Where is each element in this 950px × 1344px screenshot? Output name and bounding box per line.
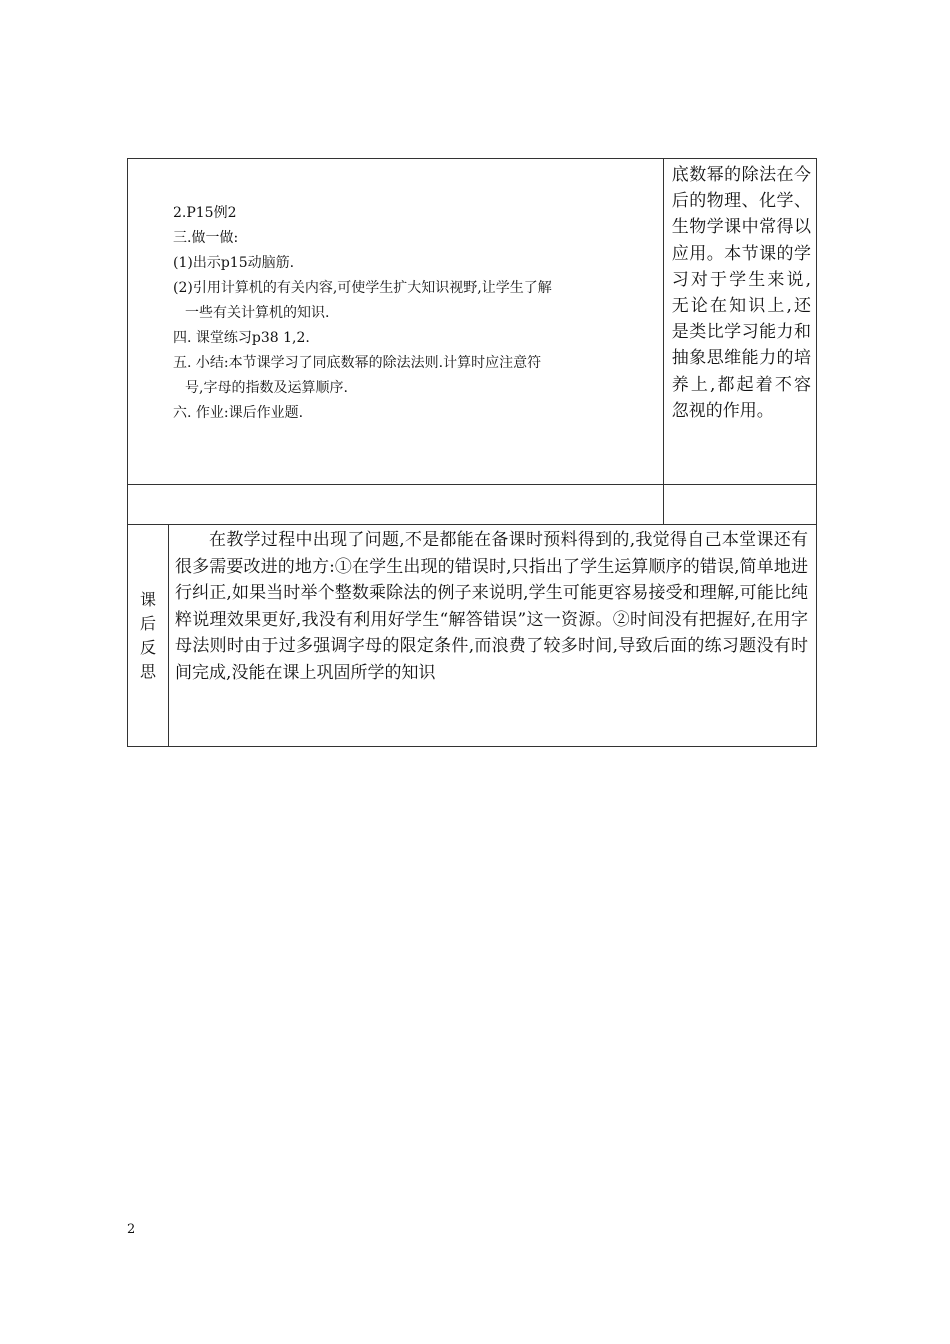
reflection-label-char: 思: [140, 661, 157, 681]
reflection-text-cell: [169, 525, 817, 747]
line-example: 2.P15例2: [173, 205, 237, 221]
line-computer: (2)引用计算机的有关内容,可使学生扩大知识视野,让学生了解: [173, 280, 552, 296]
line-computer-cont: 一些有关计算机的知识.: [185, 305, 330, 321]
reflection-row: [128, 525, 817, 747]
reflection-label-char: 反: [140, 637, 157, 657]
side-note-cell: [663, 159, 816, 485]
empty-cell-side: [663, 485, 816, 525]
line-summary: 五. 小结:本节课学习了同底数幂的除法法则.计算时应注意符: [173, 355, 542, 371]
line-practice: 四. 课堂练习p38 1,2.: [173, 330, 310, 346]
empty-cell-main: [128, 485, 664, 525]
empty-row: [128, 485, 817, 525]
content-row: [128, 159, 817, 485]
line-homework: 六. 作业:课后作业题.: [173, 405, 304, 421]
line-summary-cont: 号,字母的指数及运算顺序.: [185, 380, 348, 396]
reflection-label-char: 后: [140, 613, 157, 633]
reflection-label-cell: [128, 525, 169, 747]
side-note-text: 底数幂的除法在今后的物理、化学、生物学课中常得以应用。本节课的学习对于学生来说,无论在知识上,还是类比学习能力和抽象思维能力的培养上,都起着不容忽视的作用。: [671, 165, 811, 421]
page-number: 2: [127, 1222, 136, 1237]
main-content-cell: [128, 159, 664, 485]
reflection-text: 在教学过程中出现了问题,不是都能在备课时预料得到的,我觉得自己本堂课还有很多需要改进的地方:①在学生出现的错误时,只指出了学生运算顺序的错误,简单地进行纠正,如果当时举个整数乘除法的例子来说明,学生可能更容易接受和理解,可能比纯粹说理效果更好,我没有利用好学生“解答错误”这一资源。②时间没有把握好,在用字母法则时由于过多强调字母的限定条件,而浪费了较多时间,导致后面的练习题没有时间完成,没能在课上巩固所学的知识: [175, 530, 808, 683]
reflection-label-char: 课: [140, 589, 157, 609]
lesson-table: [127, 158, 817, 747]
line-show-puzzle: (1)出示p15动脑筋.: [173, 255, 295, 271]
line-do-it: 三.做一做:: [173, 230, 239, 246]
